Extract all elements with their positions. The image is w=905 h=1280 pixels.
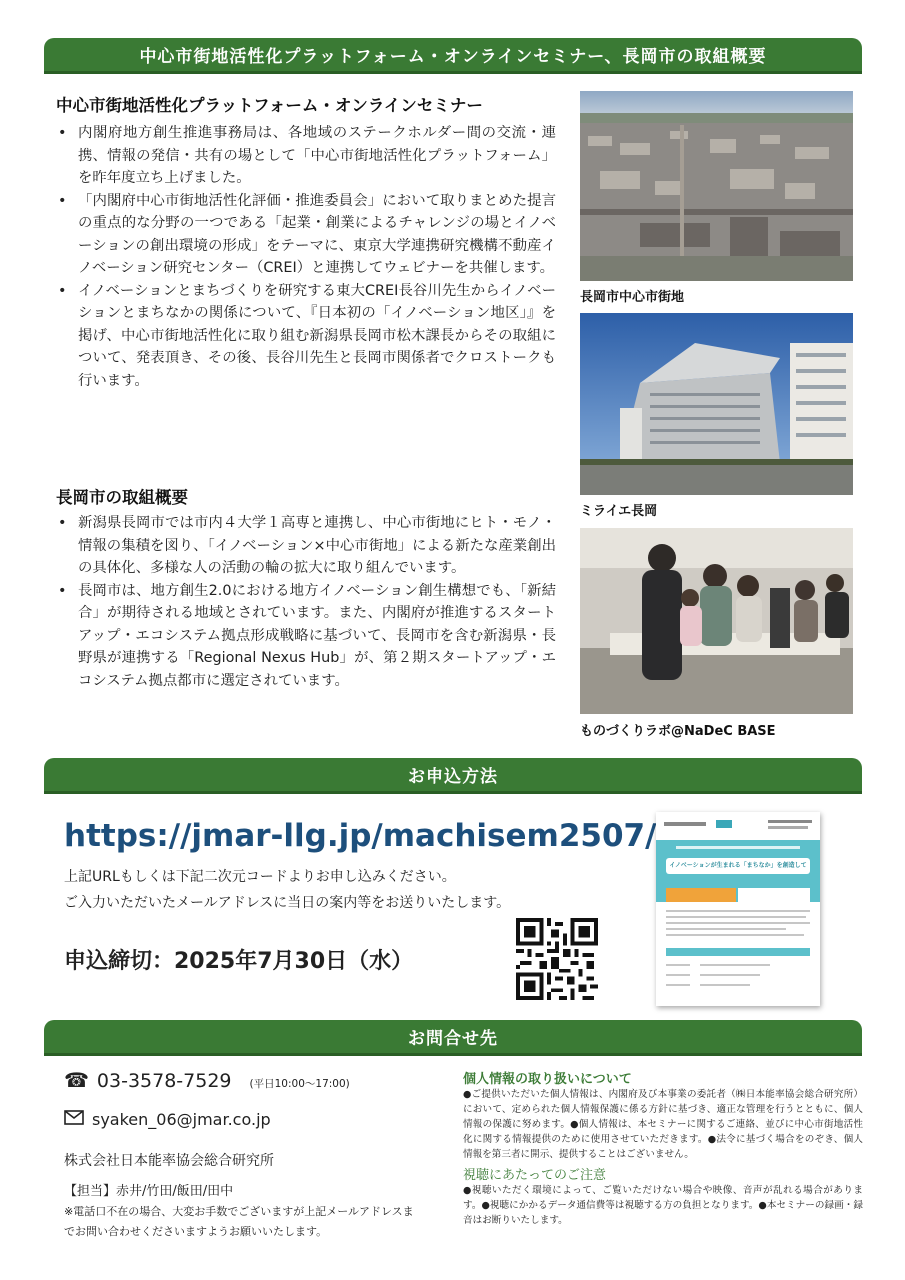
nagaoka-heading: 長岡市の取組概要 (56, 488, 188, 507)
staff-in-charge: 【担当】赤井/竹田/飯田/田中 (64, 1184, 234, 1199)
seminar-bullet-list (56, 122, 556, 392)
list-item: • イノベーションとまちづくりを研究する東大CREI長谷川先生からイノベーションとまちなかの関係について、『日本初の「イノベーション地区」』を掲げ、中心市街地活性化に取り組む新潟県長岡市松木課長からその取組について、発表頂き、その後、長谷川先生と長岡市関係者でクロストークも行います。 (56, 280, 556, 393)
nagaoka-bullet-list (56, 512, 556, 692)
privacy-notice (463, 1068, 863, 1228)
email-address[interactable]: syaken_06@jmar.co.jp (92, 1110, 271, 1129)
seminar-heading: 中心市街地活性化プラットフォーム・オンラインセミナー (56, 96, 483, 115)
company-name: 株式会社日本能率協会総合研究所 (64, 1153, 274, 1169)
viewing-notes-heading: 視聴にあたってのご注意 (463, 1168, 607, 1183)
deadline-text: 申込締切：2025年7月30日（水） (64, 949, 414, 974)
banner-apply-label: お申込方法 (408, 767, 498, 787)
list-item: • 内閣府地方創生推進事務局は、各地域のステークホルダー間の交流・連携、情報の発信・共有の場として「中心市街地活性化プラットフォーム」を昨年度立ち上げました。 (56, 122, 556, 190)
phone-contact (64, 1068, 350, 1092)
banner-overview-label: 中心市街地活性化プラットフォーム・オンラインセミナー、長岡市の取組概要 (139, 47, 767, 67)
caption-miraie: ミライエ長岡 (580, 504, 658, 519)
mail-icon (64, 1110, 84, 1129)
phone-number[interactable]: 03-3578-7529 (96, 1070, 232, 1092)
list-item: • 「内閣府中心市街地活性化評価・推進委員会」において取りまとめた提言の重点的な分野の一つである「起業・創業によるチャレンジの場とイノベーションの創出環境の形成」をテーマに、東京大学連携研究機構不動産イノベーション研究センター（CREI）と連携してウェビナーを共催します。 (56, 190, 556, 280)
qr-code[interactable] (516, 918, 598, 1000)
caption-lab: ものづくりラボ@NaDeC BASE (580, 724, 776, 739)
registration-url-link[interactable]: https://jmar-llg.jp/machisem2507/ (64, 818, 657, 854)
flyer-title: イノベーションが生まれる「まちなか」を創造して (669, 862, 807, 869)
section-banner-contact (44, 1020, 862, 1056)
miraie-building-photo (580, 313, 853, 495)
list-item: • 新潟県長岡市では市内４大学１高専と連携し、中心市街地にヒト・モノ・情報の集積を図り、「イノベーション×中心市街地」による新たな産業創出の具体化、多様な人の活動の輪の拡大に取り組んでいます。 (56, 512, 556, 580)
section-banner-apply (44, 758, 862, 794)
viewing-notes-text: ●視聴いただく環境によって、ご覧いただけない場合や映像、音声が乱れる場合があります。●視聴にかかるデータ通信費等は視聴する方の負担となります。●本セミナーの録画・録音はお断りいたします。 (463, 1185, 863, 1226)
email-contact (64, 1110, 271, 1129)
phone-icon: ☎ (64, 1068, 89, 1092)
apply-instruction-2: ご入力いただいたメールアドレスに当日の案内等をお送りいたします。 (64, 895, 511, 911)
banner-contact-label: お問合せ先 (408, 1029, 498, 1049)
contact-note: ※電話口不在の場合、大変お手数でございますが上記メールアドレスまでお問い合わせくださいますようお願いいたします。 (64, 1205, 414, 1238)
phone-hours: (平日10:00～17:00) (249, 1078, 350, 1090)
list-item: • 長岡市は、地方創生2.0における地方イノベーション創生構想でも、「新結合」が期待される地域とされています。また、内閣府が推進するスタートアップ・エコシステム拠点形成戦略に基づいて、長岡市を含む新潟県・長野県が連携する「Regional Nexus Hub」が、第２期スタートアップ・エコシステム拠点都市に選定されています。 (56, 580, 556, 693)
section-banner-overview (44, 38, 862, 74)
monozukuri-lab-photo (580, 528, 853, 714)
flyer-thumbnail (656, 812, 820, 1006)
caption-city: 長岡市中心市街地 (580, 290, 685, 305)
city-aerial-photo (580, 91, 853, 281)
privacy-heading: 個人情報の取り扱いについて (463, 1072, 632, 1087)
privacy-text: ●ご提供いただいた個人情報は、内閣府及び本事業の委託者（㈱日本能率協会総合研究所）において、定められた個人情報保護に係る方針に基づき、適正な管理を行うとともに、個人情報の保護に努めます。●個人情報は、本セミナーに関するご連絡、並びに中心市街地活性化に関する情報提供のために使用させていただきます。●法令に基づく場合をのぞき、個人情報を第三者に開示、提供することはございません。 (463, 1089, 863, 1160)
apply-instruction-1: 上記URLもしくは下記二次元コードよりお申し込みください。 (64, 869, 456, 885)
